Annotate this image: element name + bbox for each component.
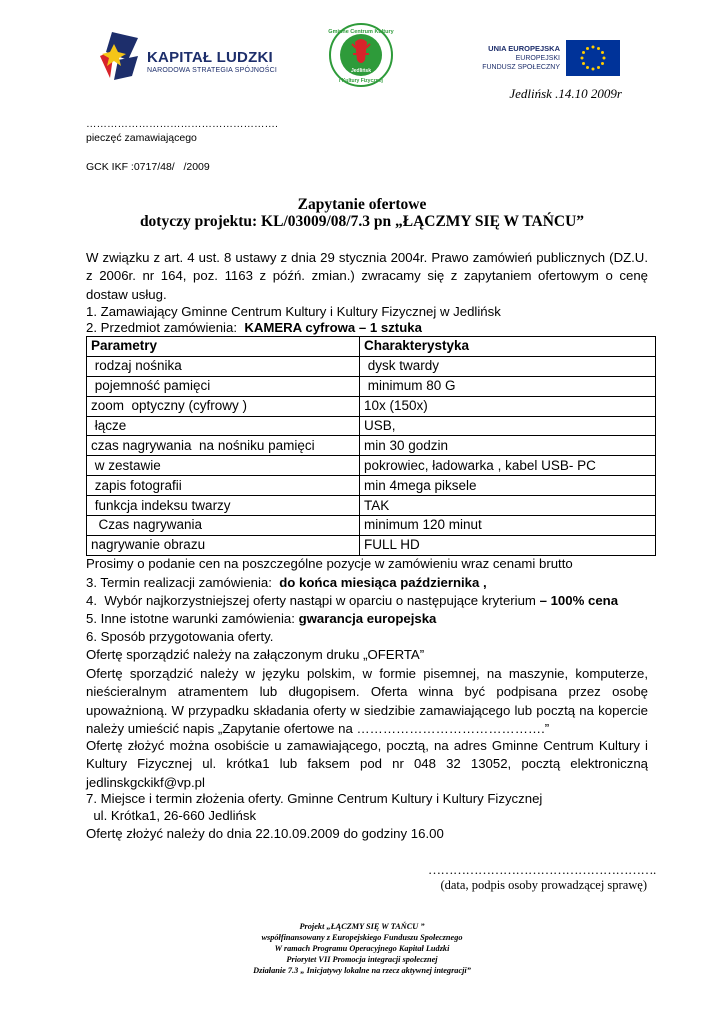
gck-logo-mid-text: Jedlińsk [350,68,372,74]
item-2 [86,320,422,335]
signature-dots: ………………………………………………. [428,862,656,877]
table-row [87,416,656,436]
stamp-dots: ………………………………………………. [86,118,278,130]
gck-logo-bottom-text: i Kultury Fizycznej [339,78,383,84]
intro-paragraph: W związku z art. 4 ust. 8 ustawy z dnia 29 stycznia 2004r. Prawo zamówień publicznych (DZ.U. z 2006r. nr 164, poz. 1163 z późń. zmian.) zwracamy się z zapytaniem ofertowym o cenę dostaw usług. [86,250,648,302]
table-cell: dysk twardy [360,356,656,376]
kapital-ludzki-title: KAPITAŁ LUDZKI [147,49,273,66]
item-2-subject: KAMERA cyfrowa – 1 sztuka [244,320,422,335]
kapital-ludzki-subtitle: NARODOWA STRATEGIA SPÓJNOŚCI [147,67,278,74]
item-5-warranty: gwarancja europejska [298,611,437,626]
table-row [87,436,656,456]
table-cell: pojemność pamięci [87,376,360,396]
footer-line: W ramach Programu Operacyjnego Kapitał Ludzki [274,944,450,953]
table-cell: rodzaj nośnika [87,356,360,376]
item-3-deadline: do końca miesiąca października , [279,575,487,590]
document-date: Jedlińsk .14.10 2009r [509,86,622,101]
deadline: Ofertę złożyć należy do dnia 22.10.09.2009 do godziny 16.00 [86,826,444,841]
table-cell: TAK [360,496,656,516]
footer-line: Projekt „ŁĄCZMY SIĘ W TAŃCU ” [299,922,425,931]
parameters-table [86,336,656,556]
item-3 [86,575,487,590]
project-subtitle: dotyczy projektu: KL/03009/08/7.3 pn „ŁĄCZMY SIĘ W TAŃCU” [139,213,585,230]
table-cell: min 4mega piksele [360,476,656,496]
item-4-criterion: – 100% cena [539,593,619,608]
table-cell: zoom optyczny (cyfrowy ) [87,396,360,416]
price-request: Prosimy o podanie cen na poszczególne pozycje w zamówieniu wraz cenami brutto [86,556,573,571]
table-cell: łącze [87,416,360,436]
eu-flag-icon [566,40,620,76]
table-cell: 10x (150x) [360,396,656,416]
table-row [87,535,656,555]
offer-form-note: Ofertę sporządzić należy na załączonym druku „OFERTA” [86,647,425,662]
table-cell: Czas nagrywania [87,516,360,536]
eu-fund-label [452,44,560,72]
offer-details-paragraph: Ofertę sporządzić należy w języku polskim, w formie pisemnej, na maszynie, komputerze, nieścieralnym atramentem lub długopisem. Oferta winna być podpisana przez osobę upoważnioną. W przypadku składania oferty w siedzibie zamawiającego lub pocztą na kopercie należy umieścić napis „Zapytanie ofertowe na …………………………………….” [86,666,648,736]
table-cell: USB, [360,416,656,436]
table-row [87,516,656,536]
gck-logo-top-text: Gminne Centrum Kultury [328,29,394,35]
eu-line-3: FUNDUSZ SPOŁECZNY [482,64,560,71]
table-header-cell: Charakterystyka [360,337,656,357]
item-7-line-1: 7. Miejsce i termin złożenia oferty. Gminne Centrum Kultury i Kultury Fizycznej [86,791,543,806]
table-cell: zapis fotografii [87,476,360,496]
table-cell: w zestawie [87,456,360,476]
table-cell: FULL HD [360,535,656,555]
table-cell: minimum 120 minut [360,516,656,536]
offer-delivery-paragraph: Ofertę złożyć można osobiście u zamawiającego, pocztą, na adres Gminne Centrum Kultury i Kultury Fizycznej ul. krótka1 lub faksem pod nr 048 32 13052, pocztą elektroniczną jedlinskgckikf@vp.pl [86,738,648,790]
table-row [87,456,656,476]
footer-line: współfinansowany z Europejskiego Funduszu Społecznego [261,933,463,942]
item-5-prefix: 5. Inne istotne warunki zamówienia: [86,611,299,626]
item-7-line-2: ul. Krótka1, 26-660 Jedlińsk [86,808,257,823]
table-header-cell: Parametry [87,337,360,357]
item-1: 1. Zamawiający Gminne Centrum Kultury i Kultury Fizycznej w Jedlińsk [86,304,501,319]
table-row [87,476,656,496]
signature-caption: (data, podpis osoby prowadzącej sprawę) [440,878,647,892]
stamp-label: pieczęć zamawiającego [86,132,197,144]
footer-line: Priorytet VII Promocja integracji społecznej [286,955,438,964]
footer-line: Działanie 7.3 „ Inicjatywy lokalne na rzecz aktywnej integracji” [253,966,471,975]
table-row [87,496,656,516]
table-cell: nagrywanie obrazu [87,535,360,555]
table-cell: minimum 80 G [360,376,656,396]
footer [150,921,574,976]
reference-number: GCK IKF :0717/48/ /2009 [86,161,210,173]
kapital-ludzki-logo [98,30,144,86]
item-3-prefix: 3. Termin realizacji zamówienia: [86,575,280,590]
eu-line-2: EUROPEJSKI [515,55,560,62]
table-cell: czas nagrywania na nośniku pamięci [87,436,360,456]
item-4 [86,593,618,608]
item-4-prefix: 4. Wybór najkorzystniejszej oferty nastąpi w oparciu o następujące kryterium [86,593,540,608]
page-title: Zapytanie ofertowe [297,196,427,213]
table-row [87,376,656,396]
table-cell: pokrowiec, ładowarka , kabel USB- PC [360,456,656,476]
gck-jedlinsk-logo [328,22,394,88]
item-6: 6. Sposób przygotowania oferty. [86,629,274,644]
table-cell: funkcja indeksu twarzy [87,496,360,516]
item-5 [86,611,436,626]
table-cell: min 30 godzin [360,436,656,456]
eu-line-1: UNIA EUROPEJSKA [488,44,560,53]
table-header-row [87,337,656,357]
table-row [87,396,656,416]
table-row [87,356,656,376]
item-2-prefix: 2. Przedmiot zamówienia: [86,320,245,335]
